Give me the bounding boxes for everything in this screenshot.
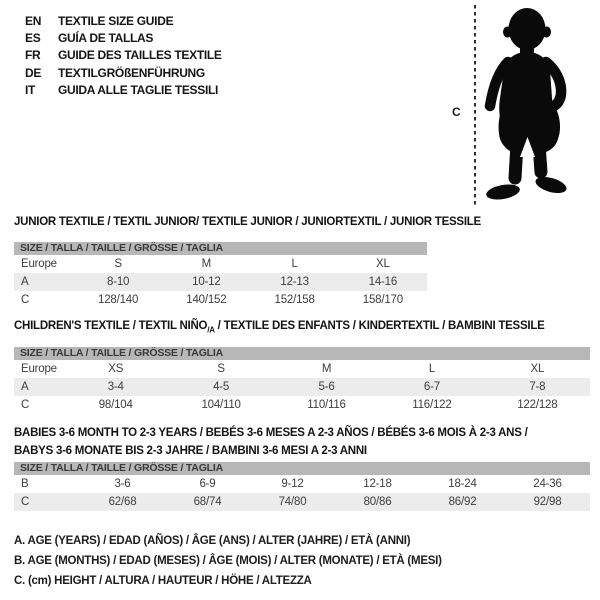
size-table-row-a [14, 378, 590, 396]
size-value-cell: 7-8 [529, 381, 546, 393]
babies-section-title [14, 424, 528, 460]
row-label: C [21, 399, 30, 411]
size-value-cell: 14-16 [368, 276, 398, 288]
size-value-cell: S [114, 258, 122, 270]
size-table-row-c [14, 493, 590, 511]
height-measure-label: C [452, 105, 461, 119]
size-value-cell: 5-6 [318, 381, 335, 393]
size-value-cell: 6-7 [423, 381, 440, 393]
children-title-text: / TEXTILE DES ENFANTS / KINDERTEXTIL / BAMBINI TESSILE [214, 320, 545, 332]
size-value-cell: 122/128 [517, 399, 558, 411]
row-label: Europe [21, 363, 57, 375]
lang-row-de [25, 64, 222, 81]
lang-code: EN [25, 13, 42, 28]
size-value-cell: S [217, 363, 225, 375]
size-value-cell: 80/86 [363, 496, 392, 508]
size-value-cell: 4-5 [213, 381, 230, 393]
babies-title-line1: BABIES 3-6 MONTH TO 2-3 YEARS / BEBÉS 3-6 MESES A 2-3 AÑOS / BÉBÉS 3-6 MOIS À 2-3 ANS / [14, 427, 528, 439]
children-title-text: CHILDREN'S TEXTILE / TEXTIL NIÑO [14, 320, 208, 332]
row-label: Europe [21, 258, 57, 270]
size-value-cell: 104/110 [201, 399, 241, 411]
row-label: A [21, 276, 29, 288]
size-value-cell: 128/140 [98, 294, 139, 306]
babies-title-line2: BABYS 3-6 MONATE BIS 2-3 JAHRE / BAMBINI 3-6 MESI A 2-3 ANNI [14, 445, 367, 457]
size-value-cell: 24-36 [533, 478, 562, 490]
babies-size-header-bar: SIZE / TALLA / TAILLE / GRÖSSE / TAGLIA [14, 462, 590, 475]
size-value-cell: L [428, 363, 436, 375]
size-value-cell: 9-12 [281, 478, 304, 490]
size-value-cell: 62/68 [108, 496, 137, 508]
language-list [25, 12, 222, 99]
size-value-cell: 158/170 [362, 294, 403, 306]
note-age-months: B. AGE (MONTHS) / EDAD (MESES) / ÂGE (MOIS) / ALTER (MONATE) / ETÀ (MESI) [14, 555, 442, 567]
size-value-cell: 8-10 [107, 276, 130, 288]
lang-code: FR [25, 48, 41, 63]
lang-code: IT [25, 83, 36, 98]
size-value-cell: 98/104 [98, 399, 133, 411]
junior-section-title: JUNIOR TEXTILE / TEXTIL JUNIOR/ TEXTILE JUNIOR / JUNIORTEXTIL / JUNIOR TESSILE [14, 216, 481, 228]
size-table-row-c [14, 291, 427, 309]
lang-code: ES [25, 31, 41, 46]
size-value-cell: 3-6 [114, 478, 131, 490]
babies-size-table [14, 475, 590, 511]
size-value-cell: 12-18 [363, 478, 392, 490]
size-value-cell: 86/92 [448, 496, 477, 508]
lang-title: TEXTILGRÖßENFÜHRUNG [58, 65, 205, 80]
lang-row-it [25, 82, 222, 99]
size-value-cell: 6-9 [199, 478, 216, 490]
note-height-cm: C. (cm) HEIGHT / ALTURA / HAUTEUR / HÖHE / ALTEZZA [14, 575, 312, 587]
size-table-row-europe [14, 360, 590, 378]
size-table-row-a [14, 273, 427, 291]
lang-title: TEXTILE SIZE GUIDE [58, 13, 174, 28]
height-measure-dashed-line [474, 5, 476, 206]
size-table-row-c [14, 396, 590, 414]
legend-notes [14, 535, 442, 595]
lang-title: GUÍA DE TALLAS [58, 31, 154, 46]
size-value-cell: 3-4 [107, 381, 124, 393]
children-section-title [14, 319, 545, 337]
size-value-cell: 74/80 [278, 496, 307, 508]
size-value-cell: 110/116 [307, 399, 346, 411]
size-value-cell: 92/98 [533, 496, 562, 508]
junior-size-table [14, 255, 427, 309]
children-size-header-bar: SIZE / TALLA / TAILLE / GRÖSSE / TAGLIA [14, 347, 590, 360]
lang-row-en [25, 12, 222, 29]
size-value-cell: M [201, 258, 212, 270]
size-value-cell: M [321, 363, 332, 375]
row-label: B [21, 478, 29, 490]
note-age-years: A. AGE (YEARS) / EDAD (AÑOS) / ÂGE (ANS) / ALTER (JAHRE) / ETÀ (ANNI) [14, 535, 411, 547]
size-value-cell: L [291, 258, 298, 270]
toddler-silhouette-icon [484, 6, 581, 207]
lang-row-es [25, 29, 222, 46]
row-label: C [21, 496, 30, 508]
size-value-cell: 18-24 [448, 478, 477, 490]
size-value-cell: XS [108, 363, 124, 375]
children-size-table [14, 360, 590, 414]
row-label: A [21, 381, 29, 393]
lang-row-fr [25, 47, 222, 64]
size-value-cell: 68/74 [193, 496, 222, 508]
lang-code: DE [25, 65, 42, 80]
size-value-cell: 152/158 [274, 294, 315, 306]
junior-size-header-bar: SIZE / TALLA / TAILLE / GRÖSSE / TAGLIA [14, 242, 427, 255]
lang-title: GUIDE DES TAILLES TEXTILE [58, 48, 222, 63]
size-value-cell: 12-13 [280, 276, 309, 288]
size-table-row-europe [14, 255, 427, 273]
size-value-cell: 140/152 [186, 294, 227, 306]
size-value-cell: XL [376, 258, 390, 270]
size-value-cell: 116/122 [412, 399, 452, 411]
children-title-subscript: /A [207, 325, 215, 335]
size-value-cell: 10-12 [192, 276, 221, 288]
lang-title: GUIDA ALLE TAGLIE TESSILI [58, 83, 219, 98]
size-table-row-b [14, 475, 590, 493]
size-value-cell: XL [530, 363, 545, 375]
row-label: C [21, 294, 30, 306]
